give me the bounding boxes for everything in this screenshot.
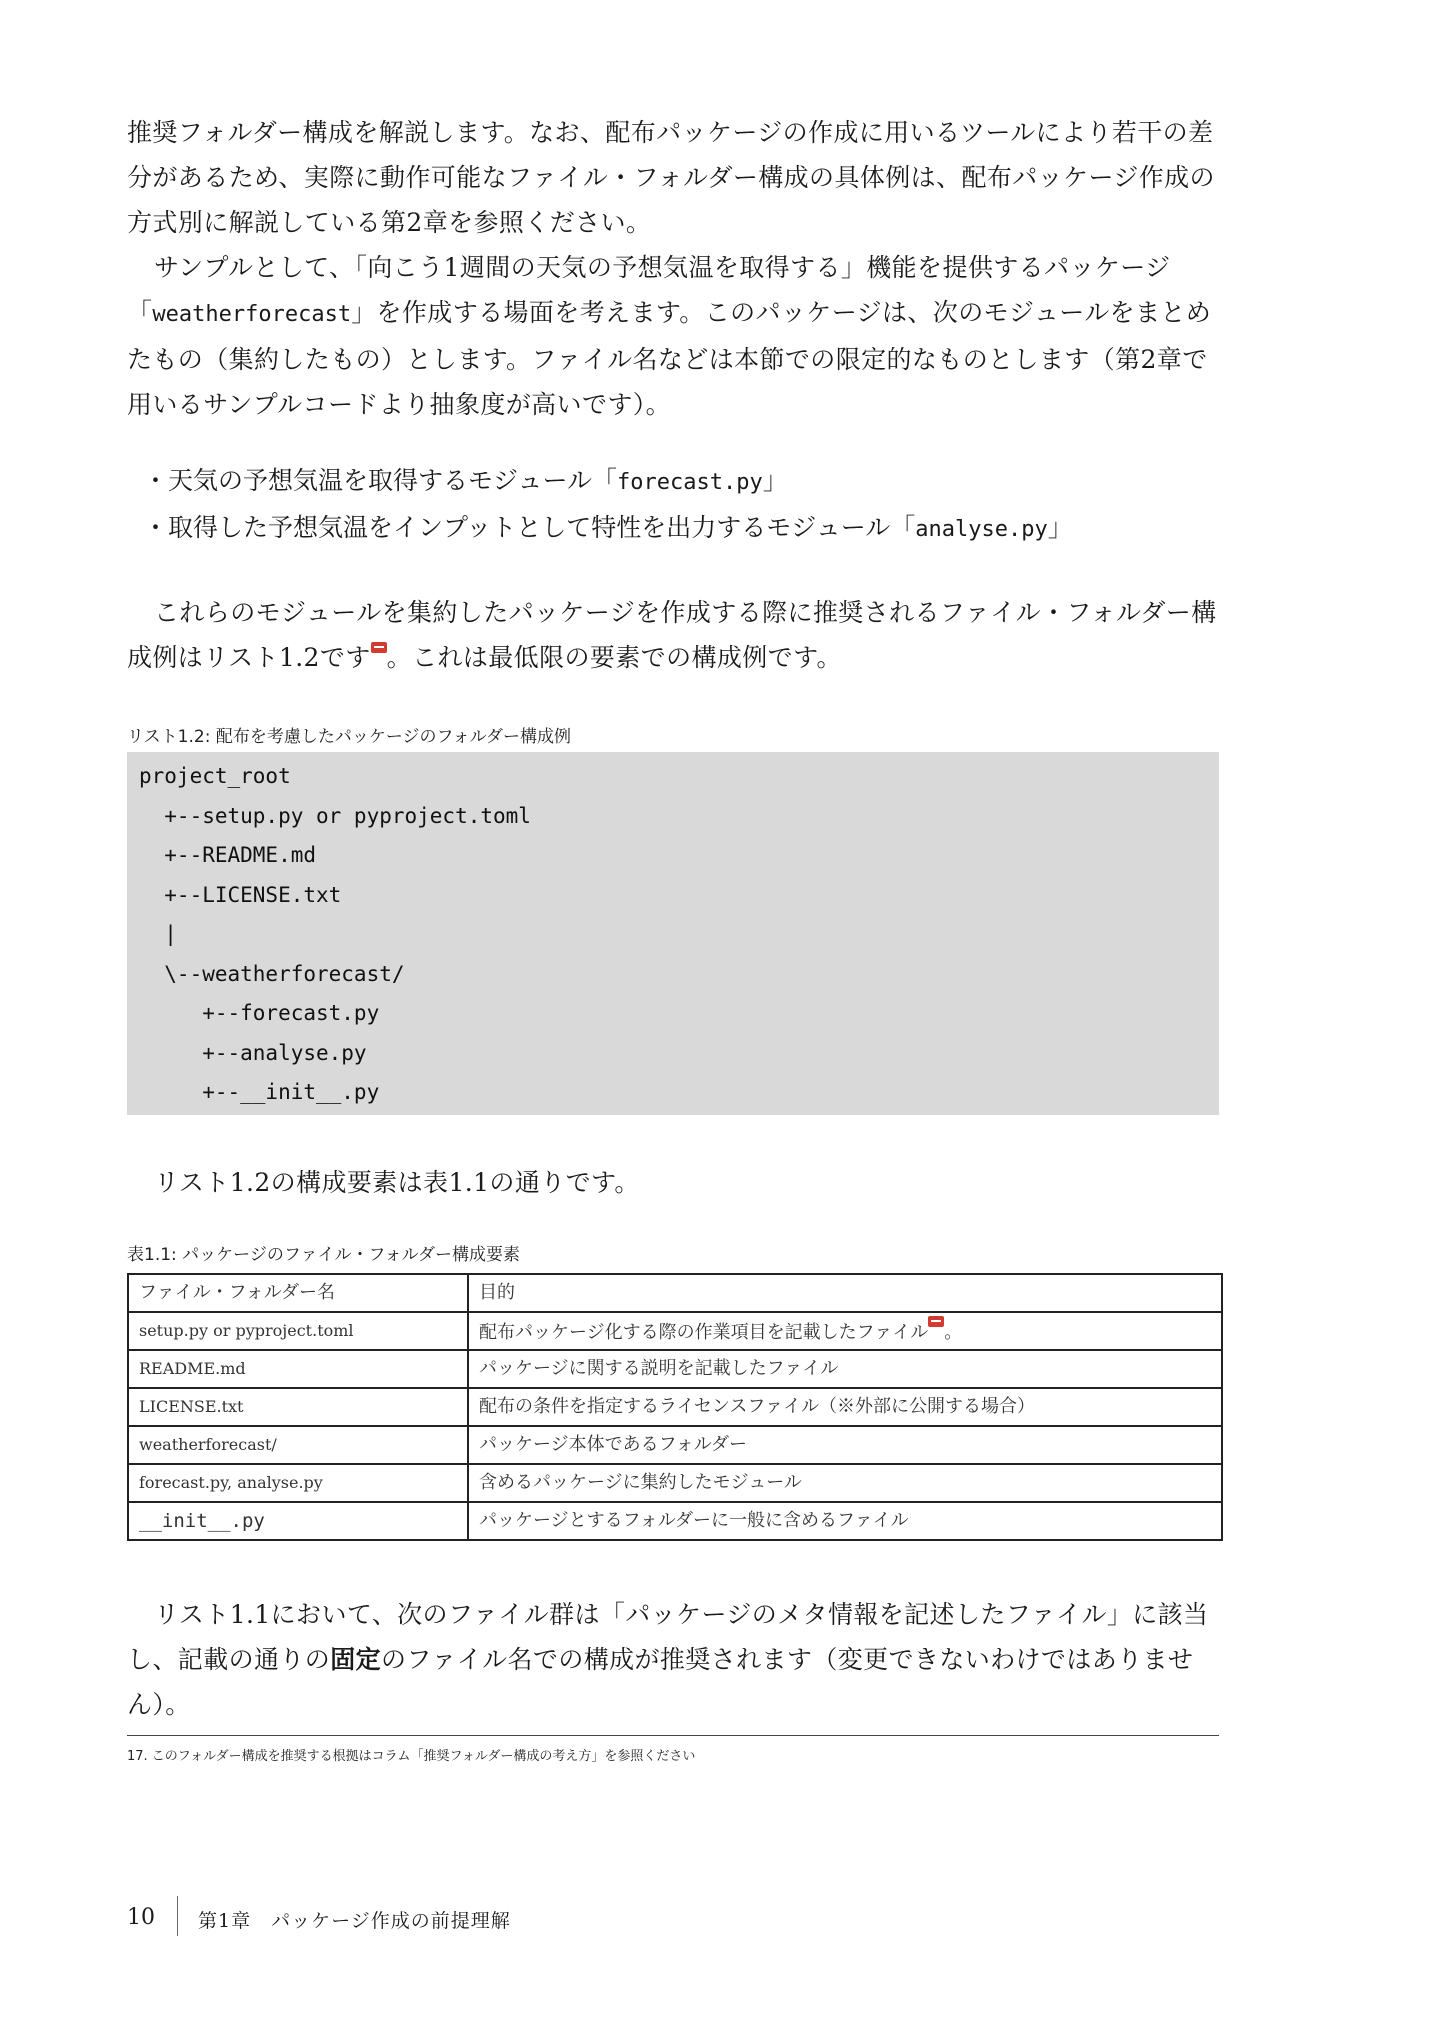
footnote-marker-icon[interactable] (371, 642, 387, 653)
row-purpose: パッケージ本体であるフォルダー (479, 1434, 748, 1455)
code-line: +--README.md (139, 843, 317, 867)
package-name-code: weatherforecast (152, 302, 352, 327)
listing-intro-paragraph: これらのモジュールを集約したパッケージを作成する際に推奨されるファイル・フォルダー構成例はリスト1.2です 。これは最低限の要素での構成例です。 (127, 598, 1217, 672)
intro-paragraph-1: 推奨フォルダー構成を解説します。なお、配布パッケージの作成に用いるツールにより若干の差分があるため、実際に動作可能なファイル・フォルダー構成の具体例は、配布パッケージ作成の方式別に解説している第2章を参照ください。 (127, 118, 1215, 237)
table-row (128, 1350, 1222, 1388)
footnote-rule (127, 1735, 1219, 1736)
table-row (128, 1502, 1222, 1540)
code-line: +--setup.py or pyproject.toml (139, 803, 531, 828)
row-purpose: 含めるパッケージに集約したモジュール (479, 1472, 802, 1493)
row-name: README.md (139, 1359, 246, 1378)
row-purpose: パッケージに関する説明を記載したファイル (479, 1358, 839, 1379)
header-cell-purpose: 目的 (468, 1274, 1222, 1312)
emphasis-fixed: 固定 (330, 1645, 382, 1674)
code-line: +--__init__.py (139, 1080, 380, 1104)
code-line: +--LICENSE.txt (139, 882, 342, 907)
row-name: forecast.py, analyse.py (139, 1473, 323, 1492)
intro-p2-text-b: 」を作成する場面を考えます。このパッケージは、次のモジュールをまとめたもの（集約したもの）とします。ファイル名などは本節での限定的なものとします（第2章で用いるサンプルコードより抽象度が高いです）。 (127, 298, 1212, 419)
code-line: \--weatherforecast/ (139, 961, 405, 986)
forecast-filename: forecast.py (617, 470, 763, 495)
code-line: project_root (139, 764, 291, 788)
running-chapter-title: 第1章 パッケージ作成の前提理解 (198, 1910, 511, 1932)
table-row (128, 1388, 1222, 1426)
code-listing (127, 752, 1219, 1115)
code-line: +--forecast.py (139, 1001, 380, 1025)
footer-divider (177, 1896, 178, 1936)
fixed-filenames-paragraph: リスト1.1において、次のファイル群は「パッケージのメタ情報を記述したファイル」に該当し、記載の通りの固定のファイル名での構成が推奨されます（変更できないわけではありません）。 (127, 1600, 1209, 1719)
page-number: 10 (127, 1905, 155, 1930)
listing-caption: リスト1.2: 配布を考慮したパッケージのフォルダー構成例 (127, 727, 571, 747)
row-name: __init__.py (139, 1509, 265, 1532)
table-row (128, 1464, 1222, 1502)
table-row (128, 1426, 1222, 1464)
code-line: +--analyse.py (139, 1040, 367, 1065)
footnote-marker-icon[interactable] (928, 1316, 944, 1327)
module-list (143, 458, 1213, 552)
table-intro-paragraph: リスト1.2の構成要素は表1.1の通りです。 (154, 1168, 640, 1197)
footnote-17: 17. このフォルダー構成を推奨する根拠はコラム「推奨フォルダー構成の考え方」を参照ください (127, 1749, 696, 1764)
list-item: ・取得した予想気温をインプットとして特性を出力するモジュール「analyse.py」 (143, 513, 1073, 542)
intro-p2-text-a: サンプルとして、「向こう1週間の天気の予想気温を取得する」機能を提供するパッケージ「 (127, 253, 1171, 327)
row-name: setup.py or pyproject.toml (139, 1321, 354, 1340)
row-purpose: 配布パッケージ化する際の作業項目を記載したファイル (479, 1321, 929, 1343)
row-name: LICENSE.txt (139, 1397, 244, 1416)
row-purpose: 配布の条件を指定するライセンスファイル（※外部に公開する場合） (479, 1396, 1036, 1417)
components-table (127, 1273, 1223, 1541)
table-caption: 表1.1: パッケージのファイル・フォルダー構成要素 (127, 1245, 520, 1265)
intro-paragraph-2 (127, 245, 1219, 427)
row-purpose: パッケージとするフォルダーに一般に含めるファイル (479, 1510, 909, 1531)
row-name: weatherforecast/ (139, 1435, 277, 1454)
analyse-filename: analyse.py (915, 517, 1048, 542)
header-cell-name: ファイル・フォルダー名 (128, 1274, 468, 1312)
list-item: ・天気の予想気温を取得するモジュール「forecast.py」 (143, 466, 788, 495)
table-header-row (128, 1274, 1222, 1312)
table-row: setup.py or pyproject.toml 配布パッケージ化する際の作業項目を記載したファイル 。 (128, 1312, 1222, 1350)
code-line: | (139, 922, 177, 946)
